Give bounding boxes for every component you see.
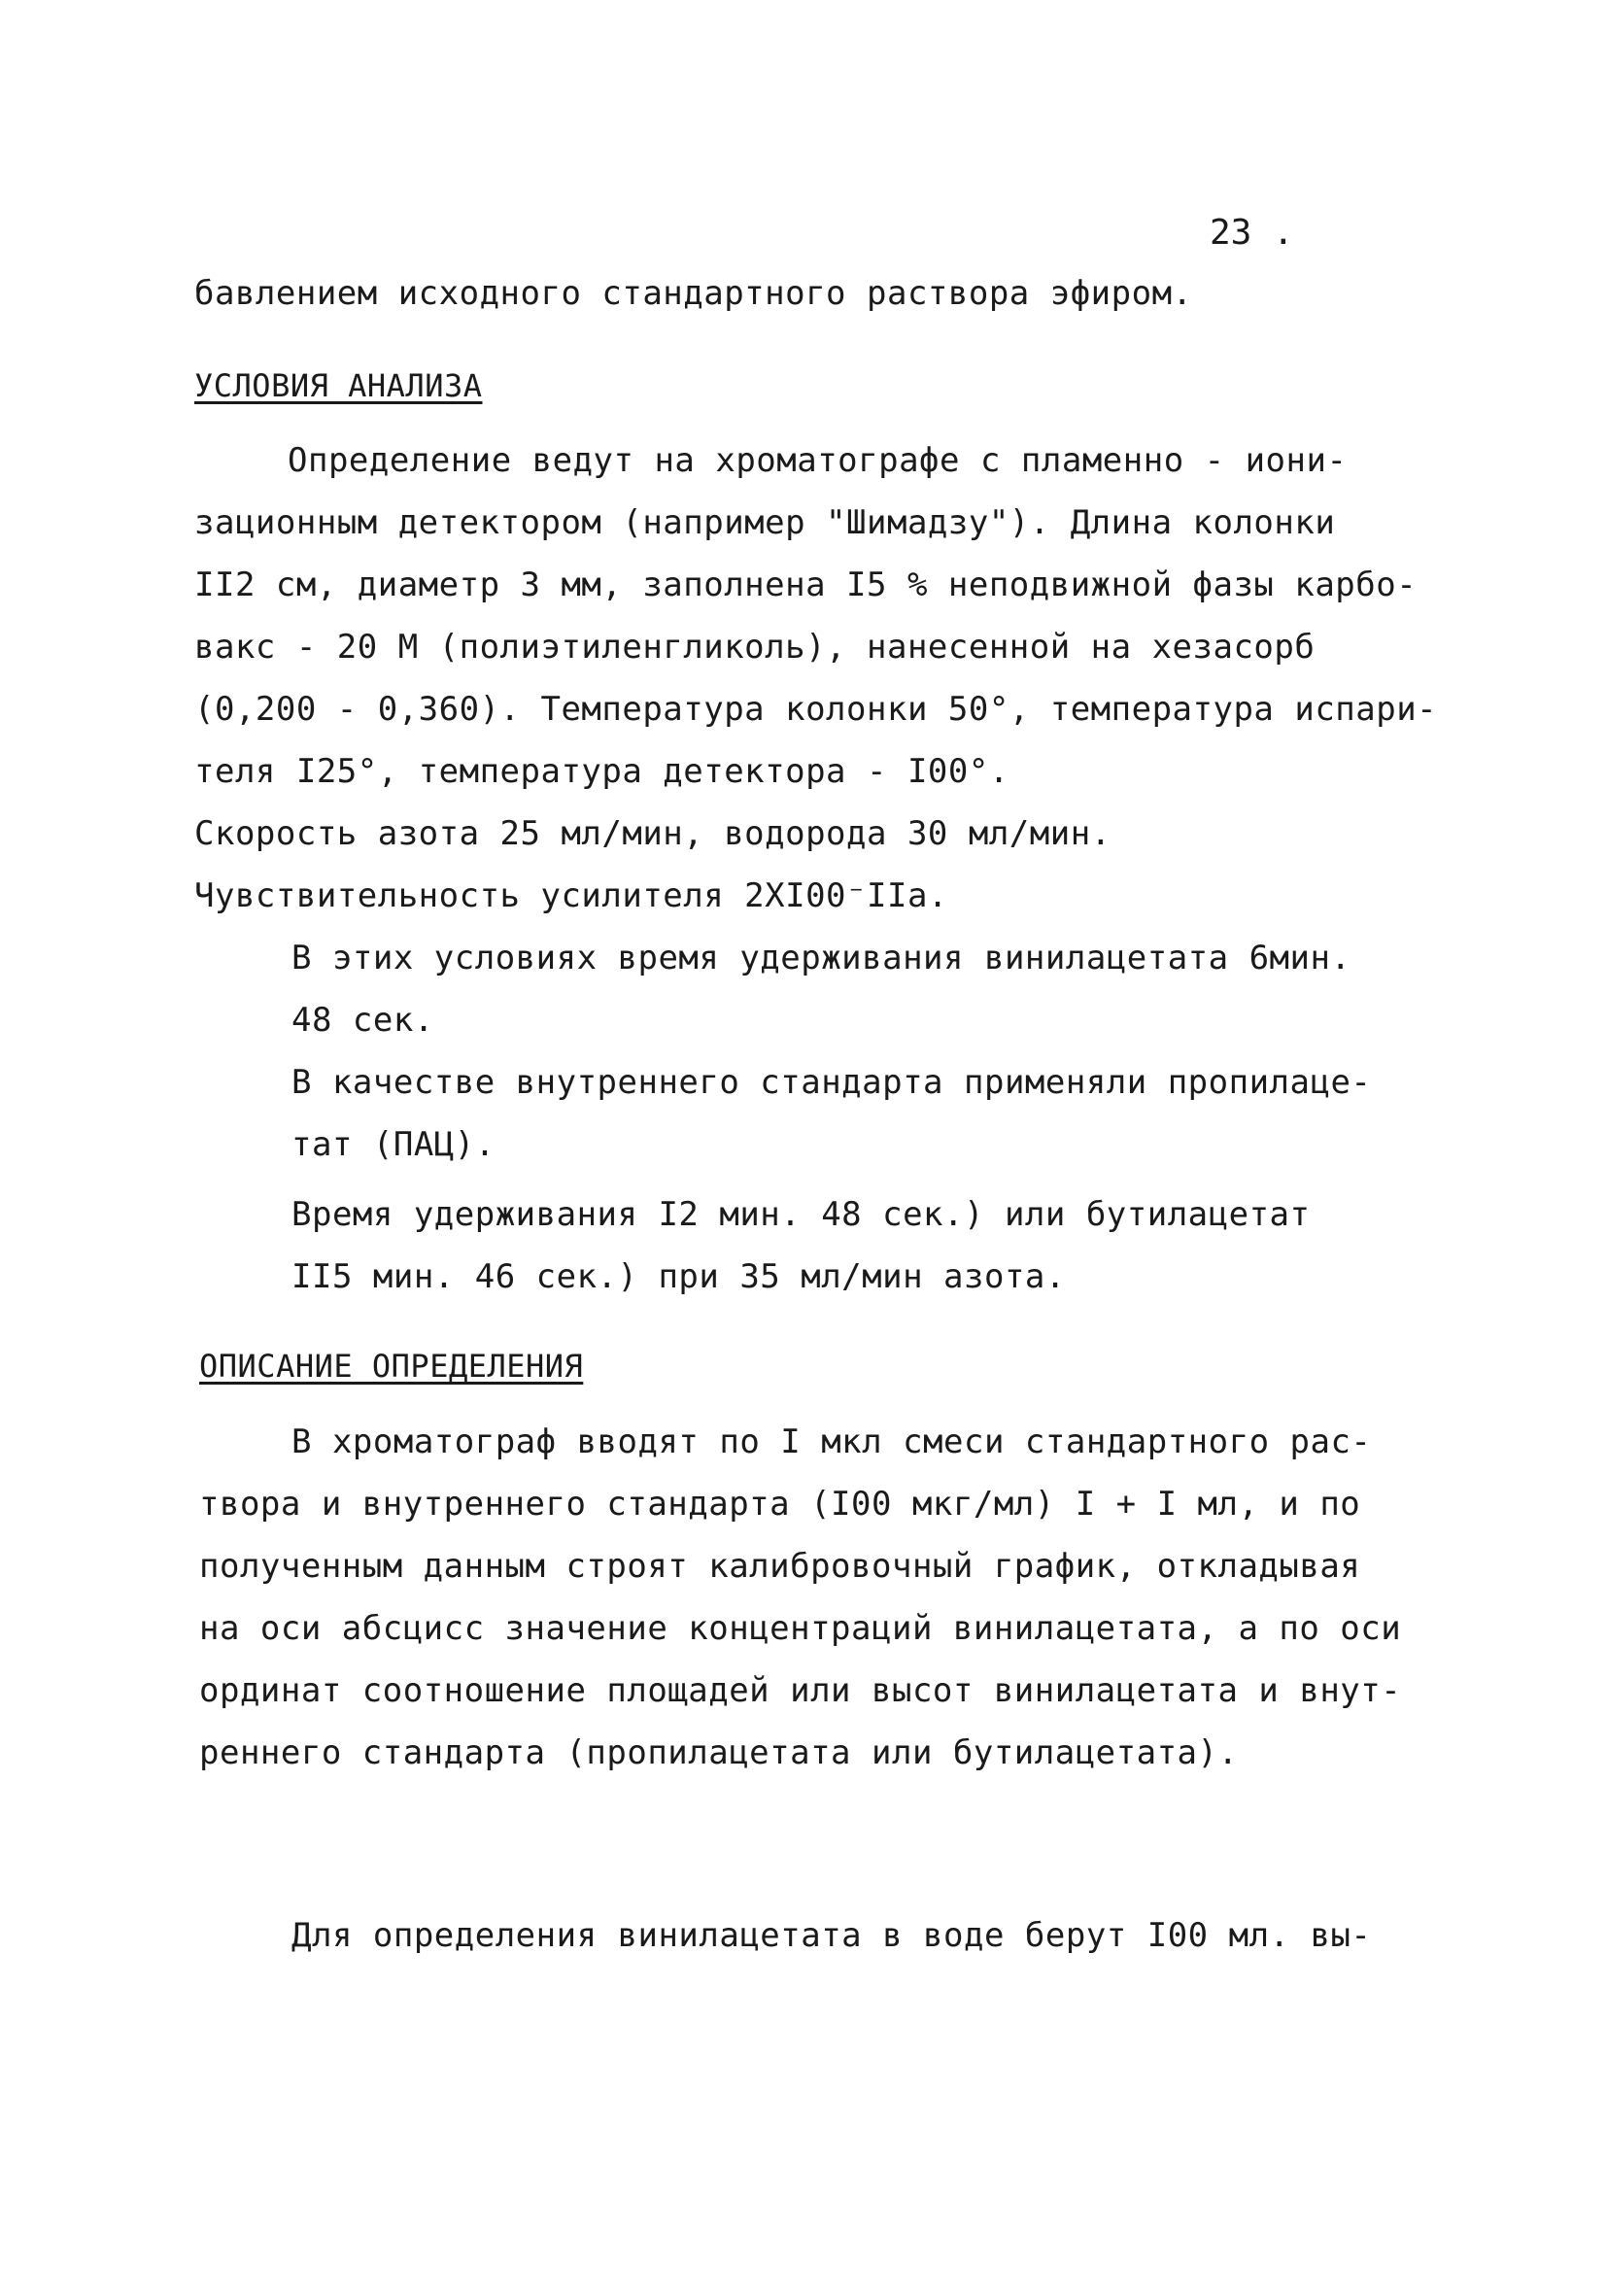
conditions-line: тат (ПАЦ). [291, 1125, 496, 1164]
conditions-line: 48 сек. [291, 1001, 434, 1040]
conditions-line: В этих условиях время удерживания винилацетата 6мин. [291, 939, 1351, 977]
description-line: полученным данным строят калибровочный график, откладывая [199, 1547, 1361, 1586]
description-line: твора и внутреннего стандарта (I00 мкг/мл) I + I мл, и по [199, 1485, 1361, 1524]
conditions-line: Время удерживания I2 мин. 48 сек.) или бутилацетат [291, 1195, 1311, 1234]
description-line: реннего стандарта (пропилацетата или бутилацетата). [199, 1733, 1239, 1772]
section-title-description: ОПИСАНИЕ ОПРЕДЕЛЕНИЯ [199, 1348, 584, 1385]
description-line: В хроматограф вводят по I мкл смеси стандартного рас- [291, 1422, 1372, 1461]
conditions-line: Чувствительность усилителя 2XI00⁻IIа. [194, 876, 948, 915]
conditions-line: Скорость азота 25 мл/мин, водорода 30 мл/мин. [194, 814, 1111, 853]
conditions-line: Определение ведут на хроматографе с пламенно - иони- [288, 441, 1348, 480]
bottom-line: Для определения винилацетата в воде берут I00 мл. вы- [291, 1916, 1372, 1955]
conditions-line: II5 мин. 46 сек.) при 35 мл/мин азота. [291, 1257, 1066, 1296]
conditions-line: вакс - 20 М (полиэтиленгликоль), нанесенной на хезасорб [194, 628, 1316, 667]
conditions-line: зационным детектором (например "Шимадзу"). Длина колонки [194, 503, 1336, 542]
conditions-line: II2 см, диаметр 3 мм, заполнена I5 % неподвижной фазы карбо- [194, 565, 1418, 604]
section-title-conditions: УСЛОВИЯ АНАЛИЗА [194, 367, 483, 404]
conditions-line: теля I25°, температура детектора - I00°. [194, 752, 1009, 791]
conditions-line: В качестве внутреннего стандарта применяли пропилаце- [291, 1063, 1372, 1102]
continuation-line: бавлением исходного стандартного раствора эфиром. [194, 274, 1193, 313]
description-line: на оси абсцисс значение концентраций винилацетата, а по оси [199, 1609, 1402, 1648]
page-number: 23 . [1210, 213, 1294, 253]
conditions-line: (0,200 - 0,360). Температура колонки 50°, температура испари- [194, 690, 1438, 729]
description-line: ординат соотношение площадей или высот винилацетата и внут- [199, 1671, 1402, 1710]
